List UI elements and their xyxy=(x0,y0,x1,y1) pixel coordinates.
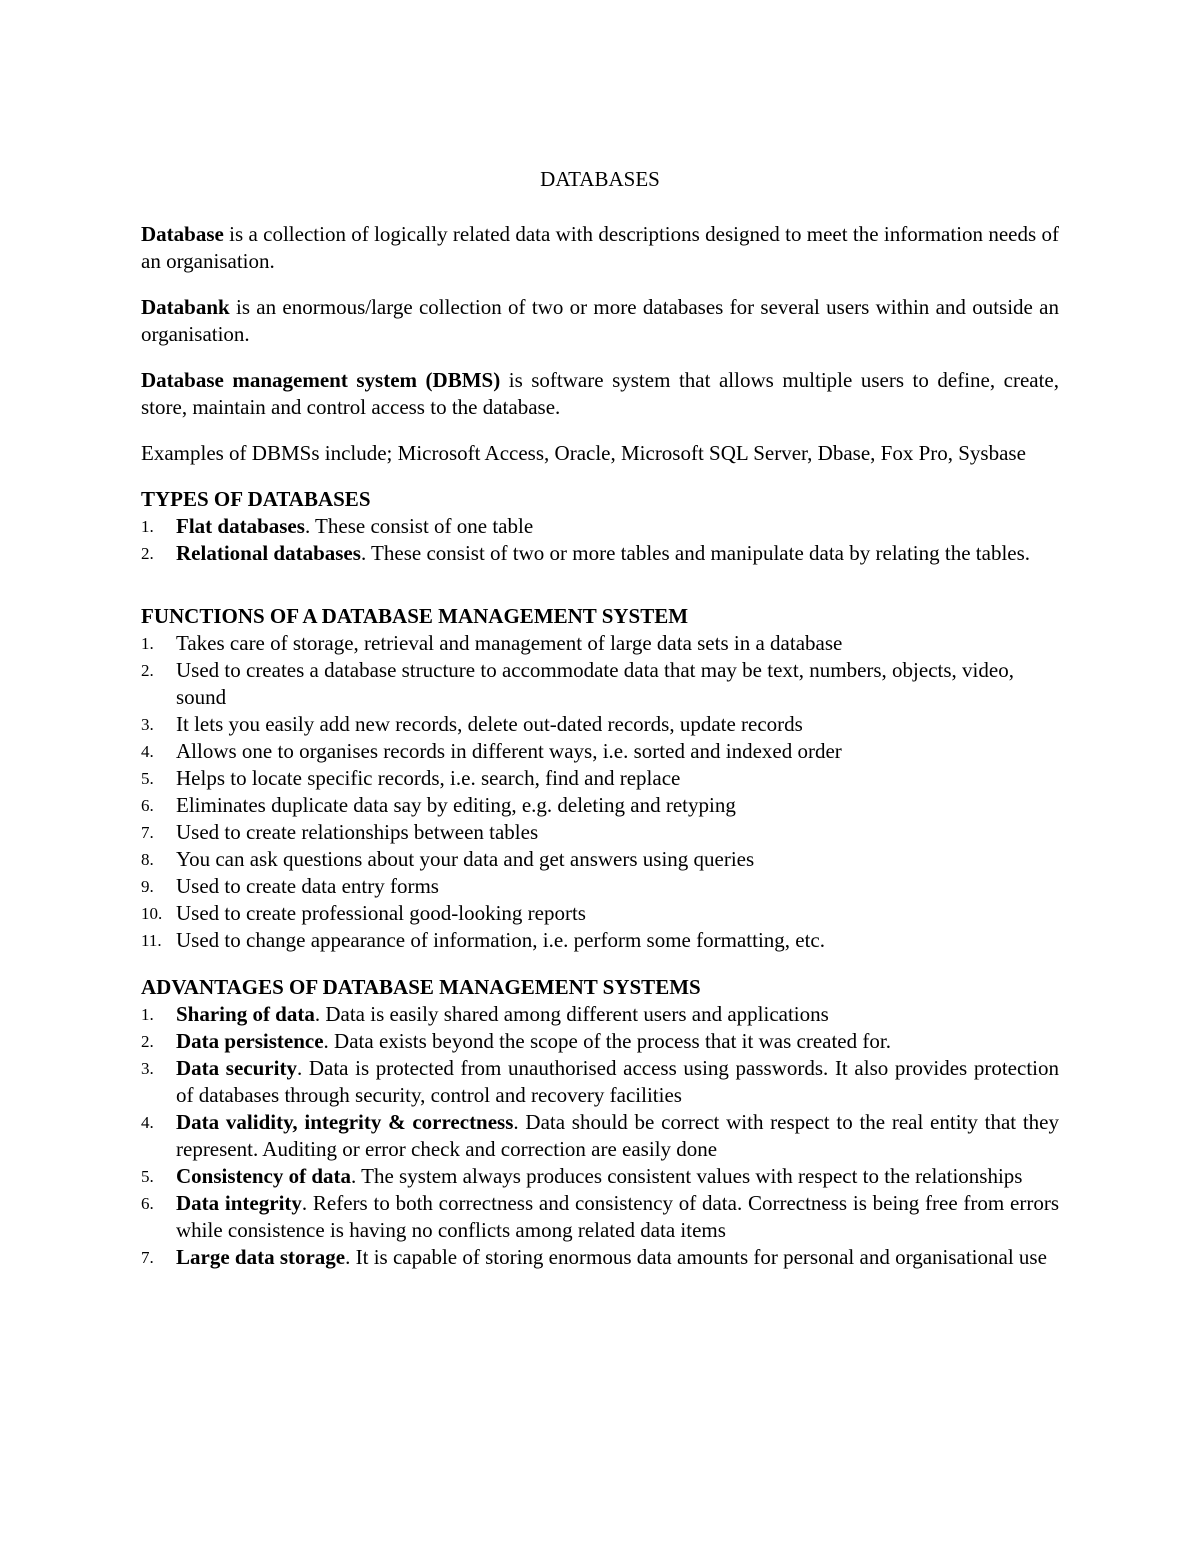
list-number: 7. xyxy=(141,823,154,842)
list-item xyxy=(141,630,1059,657)
list-item xyxy=(141,792,1059,819)
list-text: You can ask questions about your data and get answers using queries xyxy=(176,847,755,871)
document-title: DATABASES xyxy=(540,167,660,191)
list-text: Takes care of storage, retrieval and management of large data sets in a database xyxy=(176,631,843,655)
list-text: Used to create professional good-looking reports xyxy=(176,901,586,925)
dbms-examples: Examples of DBMSs include; Microsoft Access, Oracle, Microsoft SQL Server, Dbase, Fox Pro, Sysbase xyxy=(141,441,1026,465)
list-item xyxy=(141,1109,1059,1163)
list-number: 4. xyxy=(141,742,154,761)
list-text: . These consist of one table xyxy=(304,514,534,538)
definition-text: is a collection of logically related data with descriptions designed to meet the information needs of an organisation. xyxy=(141,222,1059,273)
list-item xyxy=(141,1028,1059,1055)
list-item xyxy=(141,819,1059,846)
list-text: . Data exists beyond the scope of the process that it was created for. xyxy=(323,1029,891,1053)
definition-text: is an enormous/large collection of two or more databases for several users within and outside an organisation. xyxy=(141,295,1059,346)
list-number: 2. xyxy=(141,661,154,680)
list-item xyxy=(141,900,1059,927)
list-text: Used to creates a database structure to accommodate data that may be text, numbers, objects, video, sound xyxy=(176,658,1014,709)
list-item xyxy=(141,927,1059,954)
document-page xyxy=(141,166,1059,1271)
list-item xyxy=(141,873,1059,900)
list-text: . Data is easily shared among different users and applications xyxy=(314,1002,829,1026)
list-item xyxy=(141,765,1059,792)
list-text: Used to create data entry forms xyxy=(176,874,439,898)
list-term: Data security xyxy=(176,1056,297,1080)
list-number: 8. xyxy=(141,850,154,869)
list-text: . Refers to both correctness and consistency of data. Correctness is being free from errors while consistence is having no conflicts among related data items xyxy=(176,1191,1059,1242)
definition-text: is software system that allows multiple users to define, create, store, maintain and control access to the database. xyxy=(141,368,1059,419)
list-text: Used to change appearance of information, i.e. perform some formatting, etc. xyxy=(176,928,826,952)
list-item xyxy=(141,657,1059,711)
list-number: 5. xyxy=(141,1167,154,1186)
list-text: Helps to locate specific records, i.e. search, find and replace xyxy=(176,766,681,790)
list-text: Used to create relationships between tables xyxy=(176,820,539,844)
definition-dbms xyxy=(141,367,1059,421)
list-item xyxy=(141,1190,1059,1244)
list-number: 9. xyxy=(141,877,154,896)
list-text: . Data is protected from unauthorised access using passwords. It also provides protection of databases through security, control and recovery facilities xyxy=(176,1056,1059,1107)
definition-term: Databank xyxy=(141,295,230,319)
list-term: Data persistence xyxy=(176,1029,324,1053)
list-number: 6. xyxy=(141,796,154,815)
list-item xyxy=(141,711,1059,738)
list-text: . These consist of two or more tables and manipulate data by relating the tables. xyxy=(360,541,1031,565)
types-heading: TYPES OF DATABASES xyxy=(141,487,371,511)
list-text: It lets you easily add new records, delete out-dated records, update records xyxy=(176,712,803,736)
list-number: 1. xyxy=(141,517,154,536)
list-text: Allows one to organises records in different ways, i.e. sorted and indexed order xyxy=(176,739,842,763)
list-term: Data integrity xyxy=(176,1191,302,1215)
list-number: 1. xyxy=(141,634,154,653)
functions-list xyxy=(141,630,1059,954)
definition-term: Database management system (DBMS) xyxy=(141,368,501,392)
list-term: Relational databases xyxy=(176,541,361,565)
list-number: 4. xyxy=(141,1113,154,1132)
list-term: Sharing of data xyxy=(176,1002,315,1026)
list-text: Eliminates duplicate data say by editing, e.g. deleting and retyping xyxy=(176,793,736,817)
list-term: Flat databases xyxy=(176,514,305,538)
definition-term: Database xyxy=(141,222,224,246)
list-number: 6. xyxy=(141,1194,154,1213)
list-item xyxy=(141,1055,1059,1109)
list-item xyxy=(141,846,1059,873)
list-item xyxy=(141,513,1059,540)
list-number: 1. xyxy=(141,1005,154,1024)
list-text: . The system always produces consistent values with respect to the relationships xyxy=(351,1164,1023,1188)
list-item xyxy=(141,540,1059,567)
list-number: 3. xyxy=(141,1059,154,1078)
list-term: Large data storage xyxy=(176,1245,346,1269)
functions-heading: FUNCTIONS OF A DATABASE MANAGEMENT SYSTEM xyxy=(141,604,689,628)
list-item xyxy=(141,1001,1059,1028)
list-text: . It is capable of storing enormous data amounts for personal and organisational use xyxy=(345,1245,1047,1269)
list-number: 2. xyxy=(141,1032,154,1051)
definition-databank xyxy=(141,294,1059,348)
list-number: 7. xyxy=(141,1248,154,1267)
definition-database xyxy=(141,221,1059,275)
list-item xyxy=(141,1244,1059,1271)
list-item xyxy=(141,1163,1059,1190)
list-term: Consistency of data xyxy=(176,1164,352,1188)
list-number: 10. xyxy=(141,904,163,923)
list-number: 5. xyxy=(141,769,154,788)
advantages-heading: ADVANTAGES OF DATABASE MANAGEMENT SYSTEMS xyxy=(141,975,701,999)
list-number: 2. xyxy=(141,544,154,563)
list-number: 3. xyxy=(141,715,154,734)
list-text: . Data should be correct with respect to the real entity that they represent. Auditing or error check and correction are easily done xyxy=(176,1110,1059,1161)
list-term: Data validity, integrity & correctness xyxy=(176,1110,514,1134)
types-list xyxy=(141,513,1059,567)
list-item xyxy=(141,738,1059,765)
advantages-list xyxy=(141,1001,1059,1271)
list-number: 11. xyxy=(141,931,162,950)
